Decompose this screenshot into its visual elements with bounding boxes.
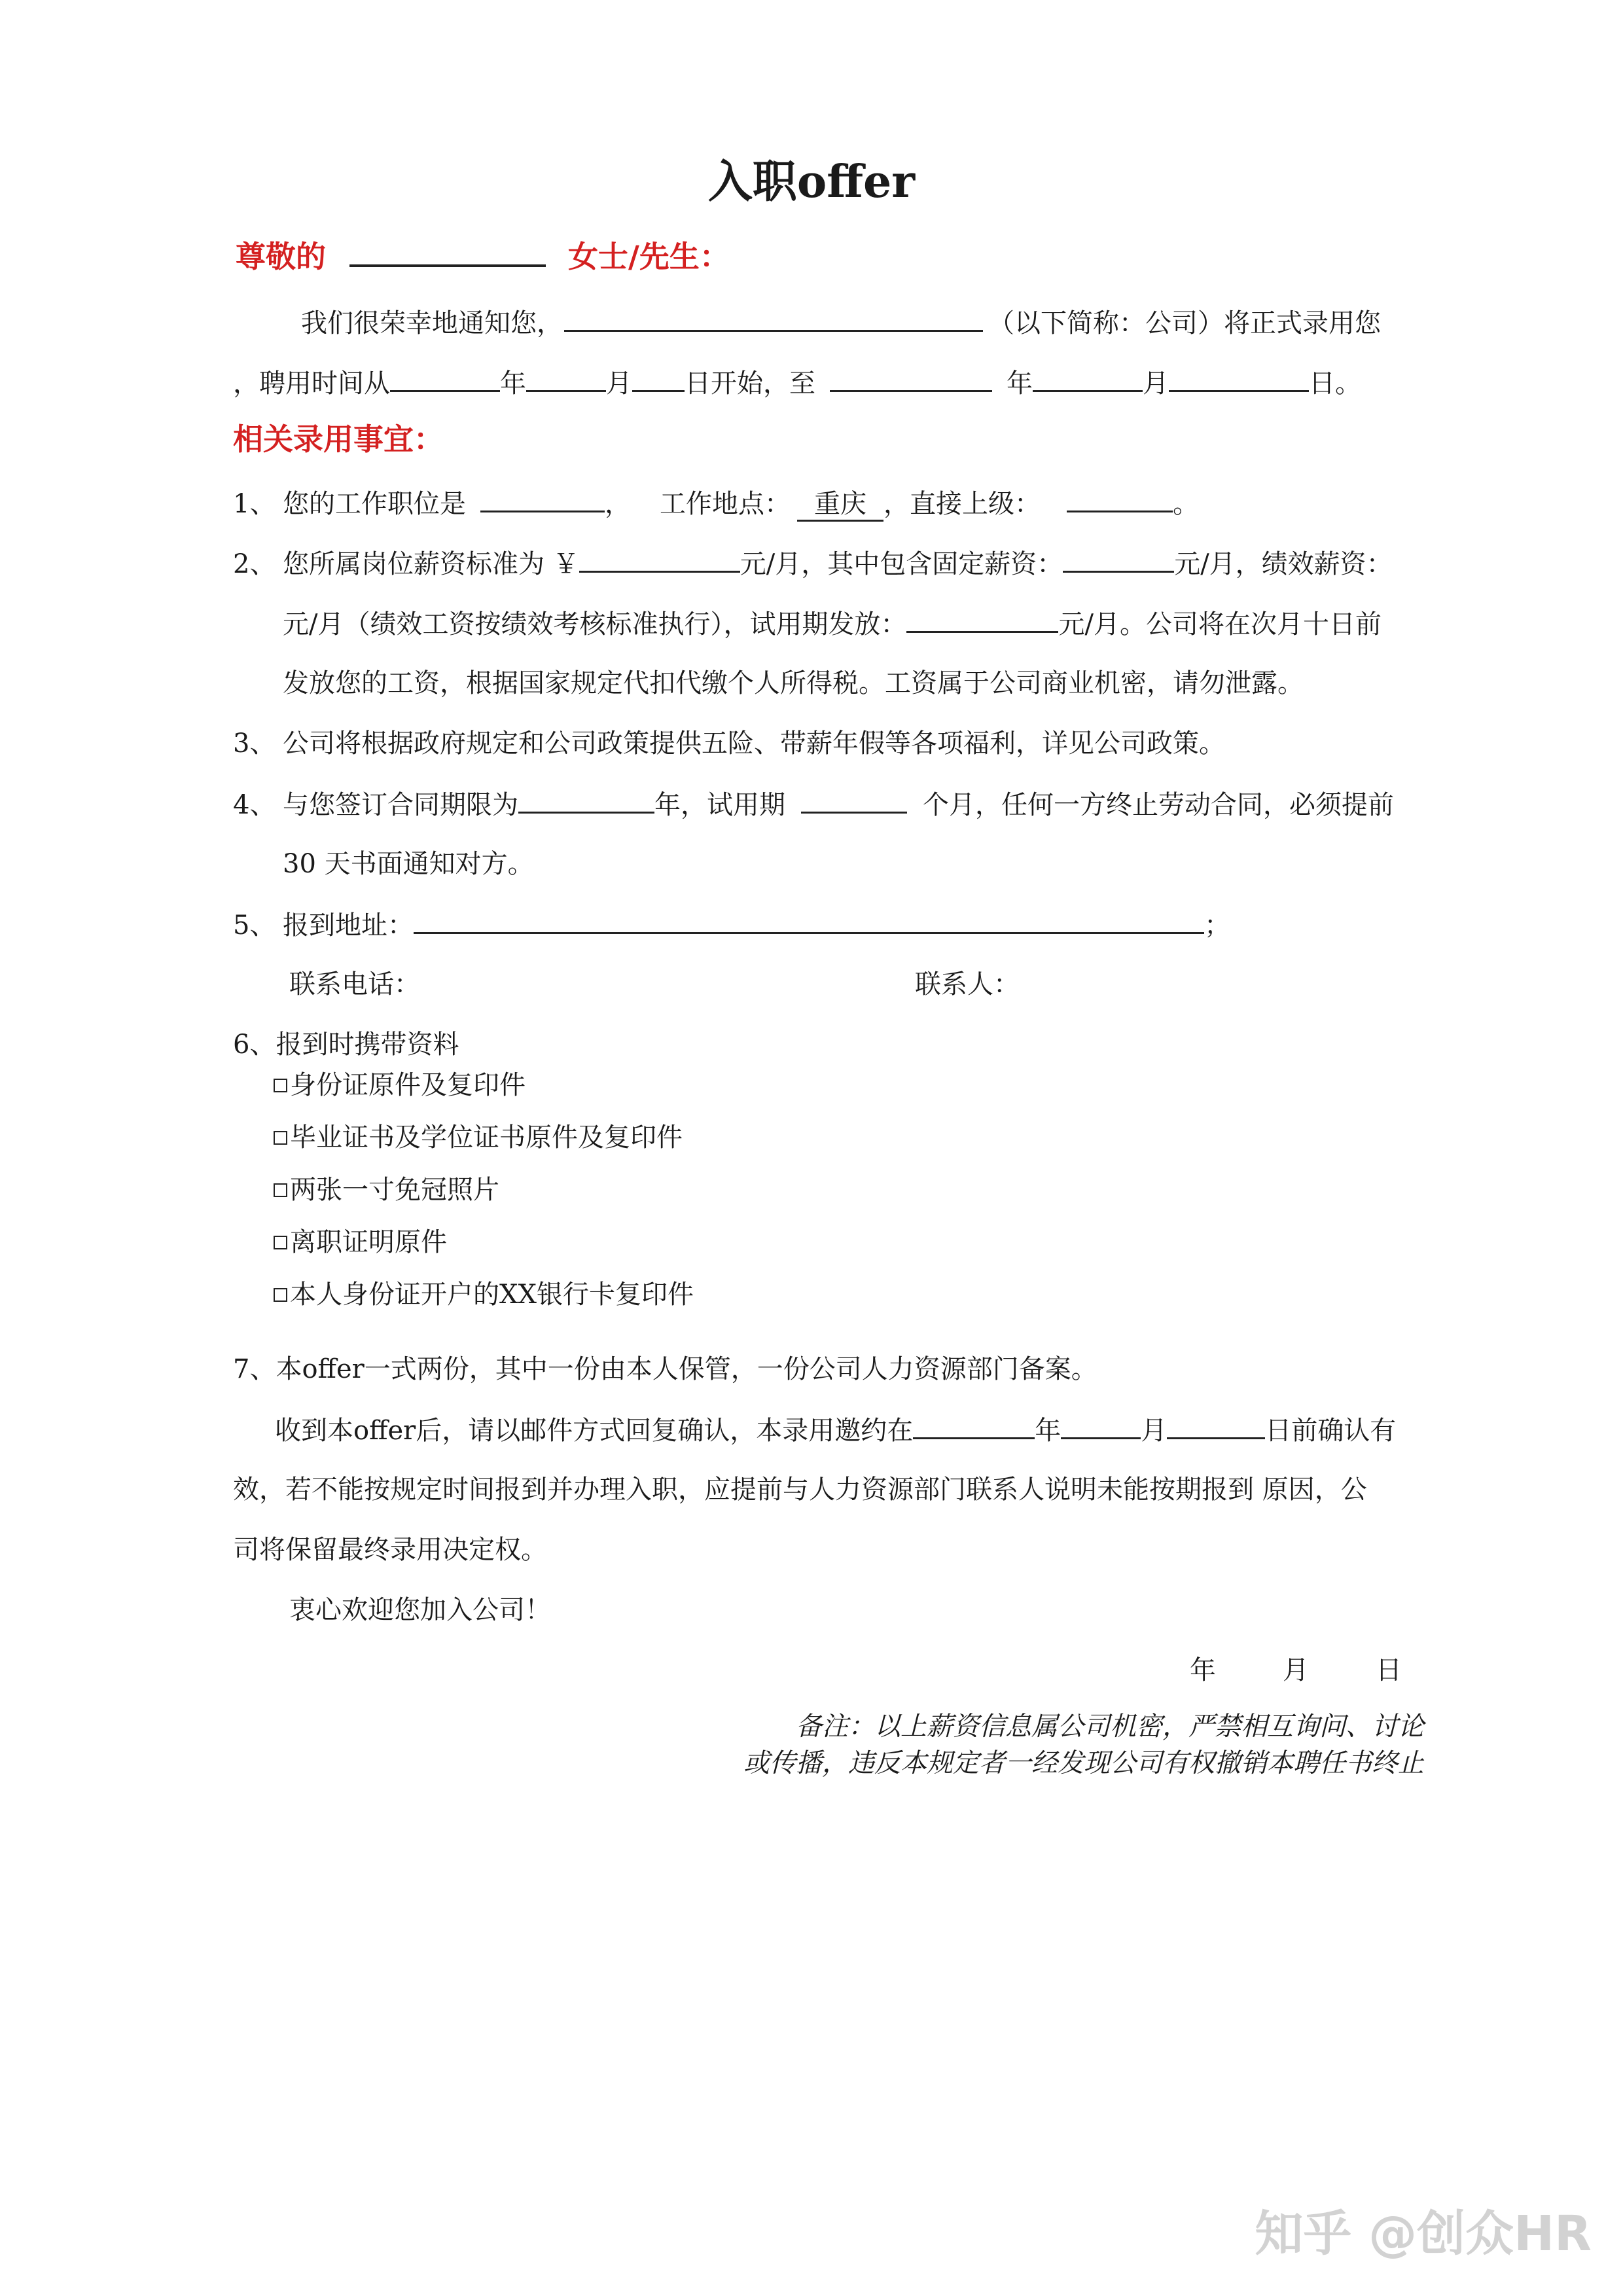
confirm-line-1	[275, 1414, 1396, 1446]
supervisor-blank[interactable]	[1067, 487, 1173, 512]
salutation-suffix: 女士/先生：	[568, 239, 730, 274]
doc-item	[274, 1122, 683, 1153]
note-line: 备注：以上薪资信息属公司机密，严禁相互询问、讨论	[796, 1712, 1424, 1742]
item-6-label: 6、报到时携带资料	[233, 1030, 459, 1060]
item-5	[233, 908, 1230, 941]
item-2-line-1	[233, 547, 1393, 580]
item-text: 您所属岗位薪资标准为 ￥	[283, 549, 579, 579]
item-text: 元/月（绩效工资按绩效考核标准执行），试用期发放：	[283, 609, 907, 639]
year-label: 年	[500, 368, 526, 399]
date-line	[1190, 1655, 1402, 1686]
item-2-line-2	[283, 607, 1382, 640]
year-label: 年	[1007, 368, 1033, 399]
date-day-label: 日	[1376, 1655, 1402, 1685]
date-year-label: 年	[1190, 1655, 1216, 1685]
watermark: 知乎 @创众HR	[1255, 2206, 1592, 2262]
doc-label: 毕业证书及学位证书原件及复印件	[290, 1122, 683, 1153]
intro-text: 我们很荣幸地通知您，	[301, 308, 563, 338]
item-text: 元/月。公司将在次月十日前	[1058, 609, 1382, 639]
contact-phone-label: 联系电话：	[289, 969, 420, 999]
salary-blank[interactable]	[579, 547, 740, 573]
name-blank[interactable]	[349, 238, 546, 267]
end-month-blank[interactable]	[1033, 367, 1143, 392]
document-title: 入职offer	[707, 156, 916, 208]
probation-months-blank[interactable]	[801, 788, 907, 814]
item-text: 收到本offer后，请以邮件方式回复确认，本录用邀约在	[275, 1416, 914, 1446]
doc-item	[274, 1069, 526, 1101]
doc-label: 两张一寸免冠照片	[290, 1175, 499, 1205]
intro-text: 日开始，至	[685, 368, 815, 399]
end-day-blank[interactable]	[1169, 367, 1309, 392]
intro-text: ，聘用时间从	[233, 368, 390, 399]
end-year-blank[interactable]	[830, 367, 992, 392]
confirm-year-blank[interactable]	[913, 1414, 1035, 1439]
item-text: 个月，任何一方终止劳动合同，必须提前	[923, 790, 1394, 820]
item-text: ，直接上级：	[883, 489, 1041, 519]
confirm-day-blank[interactable]	[1167, 1414, 1265, 1439]
doc-label: 身份证原件及复印件	[290, 1070, 526, 1100]
contract-years-blank[interactable]	[518, 788, 654, 814]
probation-salary-blank[interactable]	[906, 607, 1058, 633]
item-text: 。	[1173, 489, 1199, 519]
intro-line-2	[233, 367, 1361, 399]
item-text: 元/月，绩效薪资：	[1174, 549, 1393, 579]
checkbox[interactable]	[274, 1079, 287, 1092]
doc-item	[274, 1227, 447, 1258]
intro-text: （以下简称：公司）将正式录用您	[988, 308, 1381, 338]
item-7: 7、本offer一式两份，其中一份由本人保管，一份公司人力资源部门备案。	[233, 1354, 1097, 1384]
item-text: 与您签订合同期限为	[283, 790, 518, 820]
location-value[interactable]: 重庆	[797, 488, 883, 522]
year-label: 年	[1035, 1416, 1061, 1446]
doc-item	[274, 1174, 499, 1206]
salutation-prefix: 尊敬的	[236, 239, 326, 274]
month-label: 月	[1141, 1416, 1168, 1446]
welcome-text: 衷心欢迎您加入公司！	[289, 1595, 551, 1625]
confirm-month-blank[interactable]	[1061, 1414, 1141, 1439]
salutation	[236, 238, 730, 274]
address-blank[interactable]	[414, 908, 1204, 934]
confirm-line-2: 效，若不能按规定时间报到并办理入职，应提前与人力资源部门联系人说明未能按期报到 原因，公	[233, 1475, 1367, 1505]
item-text: ；	[1204, 910, 1230, 941]
item-text: 公司将根据政府规定和公司政策提供五险、带薪年假等各项福利，详见公司政策。	[283, 728, 1225, 759]
section-heading: 相关录用事宜：	[233, 422, 444, 457]
start-year-blank[interactable]	[390, 367, 500, 392]
item-3	[233, 728, 1225, 759]
confirm-line-3: 司将保留最终录用决定权。	[233, 1535, 547, 1565]
doc-label: 离职证明原件	[290, 1227, 447, 1257]
company-blank[interactable]	[564, 306, 983, 332]
doc-label: 本人身份证开户的XX银行卡复印件	[290, 1280, 694, 1310]
item-number: 1、	[233, 489, 276, 519]
fixed-salary-blank[interactable]	[1063, 547, 1174, 573]
note-line: 或传播，违反本规定者一经发现公司有权撤销本聘任书终止	[743, 1748, 1424, 1778]
checkbox[interactable]	[274, 1131, 287, 1145]
item-text: 日前确认有	[1265, 1416, 1397, 1446]
item-number: 5、	[233, 910, 276, 941]
date-month-label: 月	[1283, 1655, 1309, 1685]
item-4-line-1	[233, 788, 1394, 821]
item-text: ，	[605, 489, 631, 519]
item-2-line-3: 发放您的工资，根据国家规定代扣代缴个人所得税。工资属于公司商业机密，请勿泄露。	[283, 668, 1304, 698]
checkbox[interactable]	[274, 1288, 287, 1302]
intro-line-1	[301, 306, 1381, 339]
item-text: 元/月，其中包含固定薪资：	[740, 549, 1063, 579]
item-number: 4、	[233, 790, 276, 820]
checkbox[interactable]	[274, 1183, 287, 1197]
position-blank[interactable]	[480, 487, 605, 512]
month-label: 月	[1143, 368, 1169, 399]
contact-person-label: 联系人：	[915, 969, 1020, 999]
item-number: 3、	[233, 728, 276, 759]
start-day-blank[interactable]	[632, 367, 685, 392]
item-text: 工作地点：	[660, 489, 791, 519]
month-label: 月	[606, 368, 632, 399]
item-text: 您的工作职位是	[283, 489, 466, 519]
intro-text: 日。	[1309, 368, 1361, 399]
checkbox[interactable]	[274, 1236, 287, 1249]
item-4-line-2: 30 天书面通知对方。	[283, 849, 534, 879]
item-text: 年，试用期	[654, 790, 785, 820]
item-1	[233, 487, 1199, 522]
note	[743, 1708, 1424, 1782]
item-number: 2、	[233, 549, 276, 579]
item-text: 报到地址：	[283, 910, 414, 941]
doc-item	[274, 1279, 694, 1310]
start-month-blank[interactable]	[526, 367, 606, 392]
